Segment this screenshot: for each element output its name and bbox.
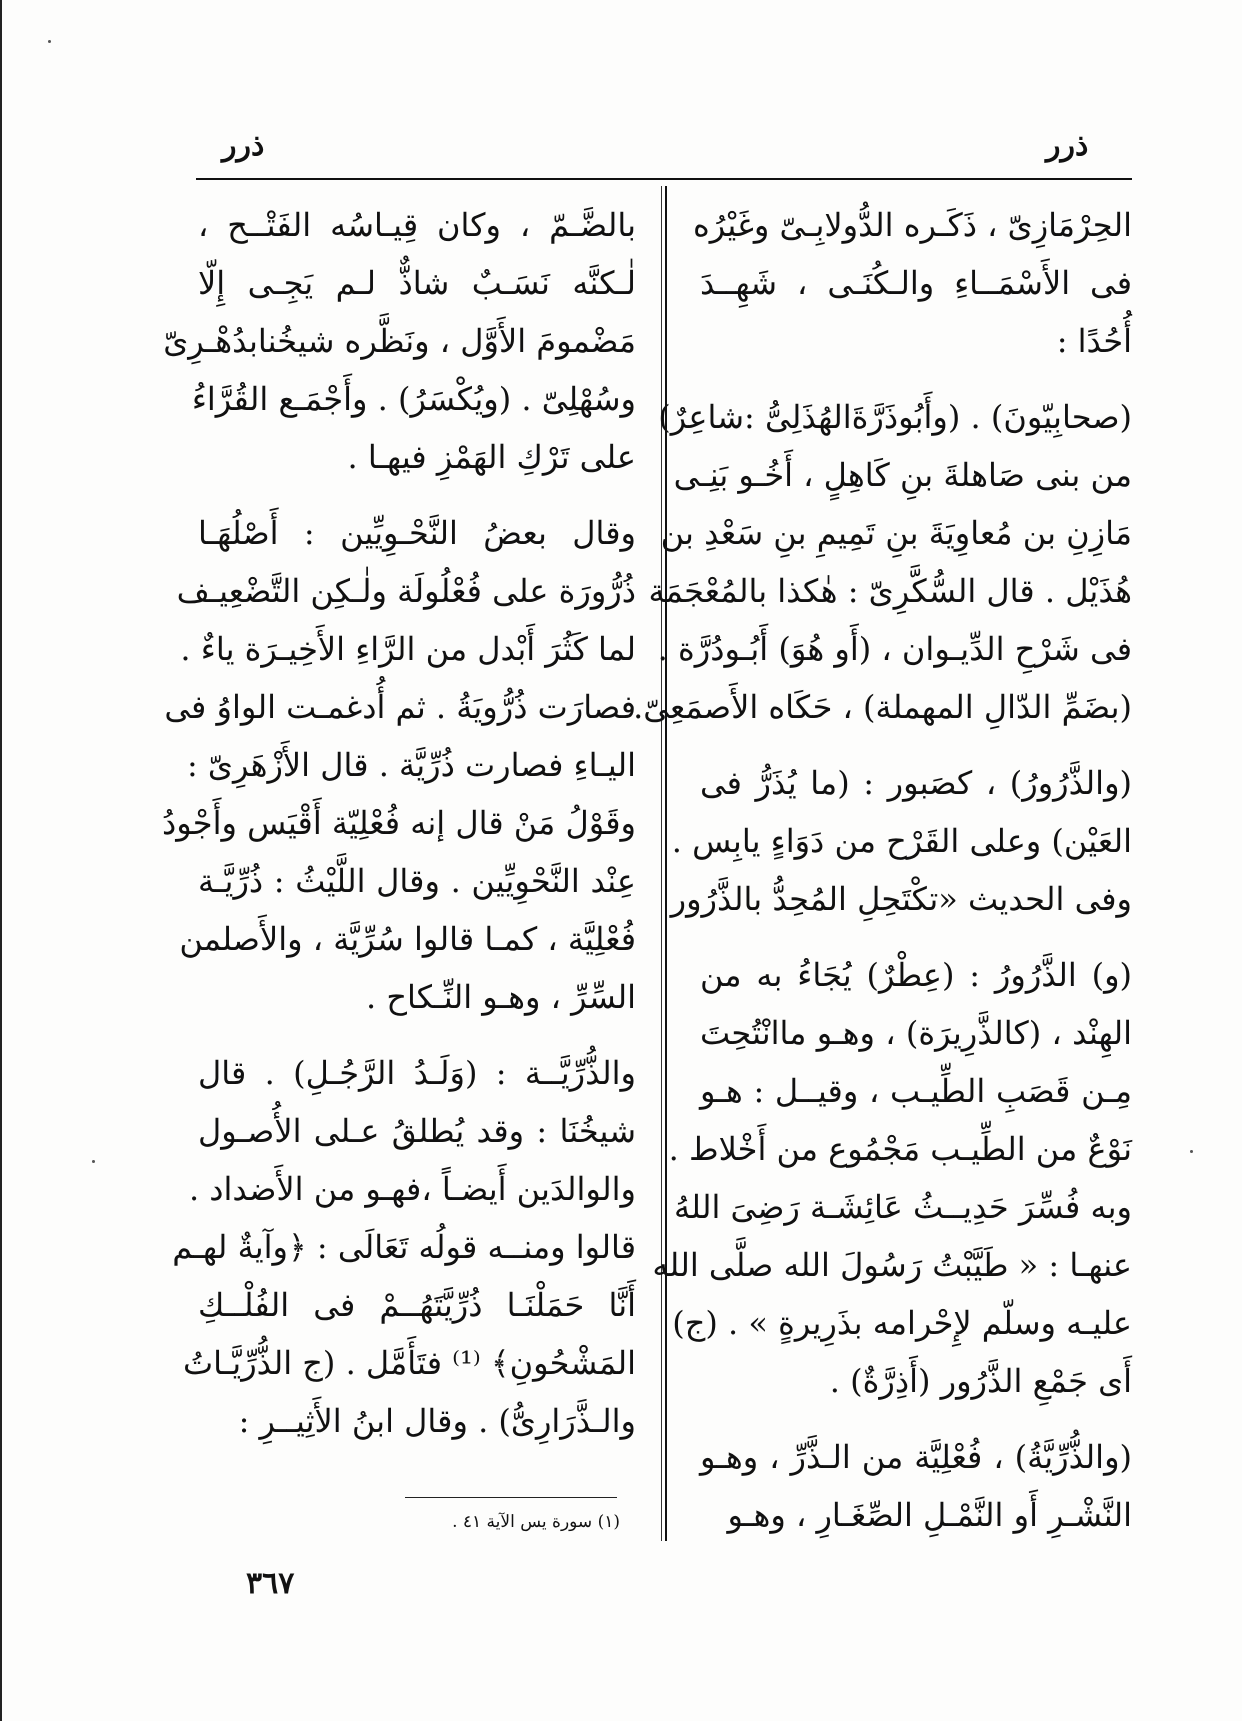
- left-column: [162, 196, 636, 1468]
- left-column-line: والوالدَين أَيضـاً ،فهـو من الأَضداد .: [188, 1170, 636, 1208]
- right-column-line: وبه فُسِّرَ حَدِيــثُ عَائِشَـة رَضِىَ اللهُ: [673, 1188, 1132, 1226]
- right-column-line: عنهـا : « طَيَّبْتُ رَسُولَ الله صلَّى الله: [652, 1246, 1132, 1284]
- left-column-line: والـذَّرَارِىُّ) . وقال ابنُ الأَثِيــرِ :: [238, 1402, 636, 1440]
- left-column-line: عِنْد النَّحْوِيِّين . وقال اللَّيْثُ : ذُرِّيَّـة: [198, 862, 636, 900]
- left-column-line: وقال بعضُ النَّحْـوِيِّين : أَصْلُهَـا: [198, 514, 636, 552]
- left-column-line: على تَرْكِ الهَمْزِ فيهـا .: [347, 438, 636, 476]
- right-column-line: (صحابِيّونَ) . (وأَبُوذَرَّةَالهُذَلِىُّ :شاعِرٌ): [658, 398, 1132, 436]
- right-column-line: (بضَمِّ الدّالِ المهملة) ، حَكَاه الأَصمَعِىّ.: [633, 688, 1132, 726]
- header-rule: [196, 178, 1132, 180]
- left-column-paragraph: [162, 504, 636, 1026]
- right-column-line: وفى الحديث «تكْتَحِلِ المُحِدُّ بالذَّرُور: [670, 880, 1132, 918]
- left-column-line: لٰـكنَّه نَسَـبٌ شاذٌّ لـم يَجِـى إِلّا: [198, 264, 636, 302]
- right-column-paragraph: [652, 946, 1132, 1410]
- binding-edge: [0, 0, 2, 1721]
- right-column-line: (والذُّرِّيَّةُ) ، فُعْلِيَّة من الـذَّرِّ ، وهـو: [700, 1438, 1132, 1476]
- right-column-line: أُحُدًا :: [1056, 322, 1132, 360]
- footnote-rule: [405, 1497, 617, 1498]
- page-number: ٣٦٧: [246, 1566, 295, 1601]
- right-column-line: أَى جَمْعِ الذَّرُور (أَذِرَّةٌ) .: [829, 1362, 1132, 1400]
- right-column-line: مِـن قَصَبِ الطِّيـب ، وقيــل : هـو: [700, 1072, 1132, 1110]
- right-column-line: فى شَرْحِ الدِّيـوان ، (أَو هُوَ) أَبُـودُرَّة .: [657, 630, 1132, 668]
- left-column-line: قالوا ومنــه قولُه تَعَالَى : ﴿وآيةٌ لهـم: [172, 1228, 636, 1266]
- left-column-line: مَضْمومَ الأَوَّل ، ونَظَّره شيخُنابدُهْـرِىّ: [163, 322, 636, 360]
- right-column-paragraph: [670, 754, 1132, 928]
- right-column-line: عليـه وسلّم لإِحْرامه بذَرِيرةٍ » . (ج): [672, 1304, 1132, 1342]
- right-column-line: من بنى صَاهلةَ بنِ كَاهِلٍ ، أَخُـو بَنِـى: [673, 456, 1132, 494]
- left-column-line: وسُهْلِىّ . (ويُكْسَرُ) . وأَجْمَـع القُرَّاءُ: [191, 380, 636, 418]
- running-header-left: ذرر: [222, 128, 265, 163]
- left-column-line: لما كَثُرَ أَبْدل من الرَّاءِ الأَخِيـرَة ياءٌ .: [180, 630, 636, 668]
- left-column-line: المَشْحُونِ﴾ ⁽¹⁾ فتَأَمَّل . (ج الذُّرِّيَّـاتُ: [183, 1344, 636, 1382]
- footnote: (١) سورة يس الآية ٤١ .: [452, 1512, 620, 1532]
- right-column-paragraph: [700, 1428, 1132, 1544]
- right-column-line: الحِرْمَازِىّ ، ذَكَـره الدُّولابِـىّ وغَيْرُه: [693, 206, 1132, 244]
- right-column-line: النَّشْـرِ أَو النَّمْـلِ الصِّغَـارِ ، وهـو: [727, 1496, 1132, 1534]
- scan-speck: [48, 40, 51, 43]
- running-header-right: ذرر: [1046, 128, 1089, 163]
- right-column-line: مَازِنِ بن مُعاوِيَةَ بنِ تَمِيمِ بنِ سَعْدِ بن: [660, 514, 1132, 552]
- right-column-line: نَوْعٌ من الطِّيـب مَجْمُوع من أَخْلاط .: [668, 1130, 1132, 1168]
- right-column: [633, 196, 1132, 1562]
- right-column-line: (و) الذَّرُورُ : (عِطْرٌ) يُجَاءُ به من: [700, 956, 1132, 994]
- left-column-line: والذُّرِّيَّــة : (وَلَـدُ الرَّجُـلِ) . قال: [198, 1054, 636, 1092]
- right-column-line: (والذَّرُورُ) ، كصَبور : (ما يُذَرُّ فى: [700, 764, 1132, 802]
- scan-speck: [92, 1160, 95, 1163]
- left-column-line: بالضَّـمّ ، وكان قِيـاسُه الفَتْــح ،: [198, 206, 636, 244]
- left-column-line: اليـاءِ فصارت ذُرِّيَّة . قال الأَزْهَرِىّ :: [186, 746, 636, 784]
- left-column-paragraph: [163, 196, 636, 486]
- left-column-paragraph: [172, 1044, 636, 1450]
- left-column-line: وقَوْلُ مَنْ قال إنه فُعْلِيّة أَقْيَس وأَجْودُ: [162, 804, 636, 842]
- right-column-line: الهِنْد ، (كالذَّرِيرَة) ، وهـو ماانْتُحِتَ: [700, 1014, 1132, 1052]
- right-column-paragraph: [693, 196, 1132, 370]
- scan-speck: [1190, 1150, 1193, 1153]
- right-column-paragraph: [633, 388, 1132, 736]
- left-column-line: فُعْلِيَّة ، كمـا قالوا سُرِّيَّة ، والأَصلمن: [179, 920, 636, 958]
- left-column-line: شيخُنَا : وقد يُطلقُ عـلى الأُصـول: [198, 1112, 636, 1150]
- left-column-line: ذُرُّورَة على فُعْلُولَة ولٰـكِن التَّضْعِيـف: [176, 572, 636, 610]
- left-column-line: السِّرِّ ، وهـو النِّـكاح .: [365, 978, 636, 1016]
- right-column-line: فى الأَسْمَــاءِ والـكُنَـى ، شَهِــدَ: [700, 264, 1132, 302]
- left-column-line: فصارَت ذُرُّويَةُ . ثم أُدغمـت الواوُ فى: [164, 688, 636, 726]
- left-column-line: أَنَّا حَمَلْنَـا ذُرِّيَّتَهُــمْ فى الفُلْــكِ: [198, 1286, 636, 1324]
- right-column-line: هُذَيْل . قال السُّكَّرِىّ : هٰكذا بالمُعْجَمَة: [648, 572, 1132, 610]
- right-column-line: العَيْن) وعلى القَرْح من دَوَاءٍ يابِس .: [671, 822, 1132, 860]
